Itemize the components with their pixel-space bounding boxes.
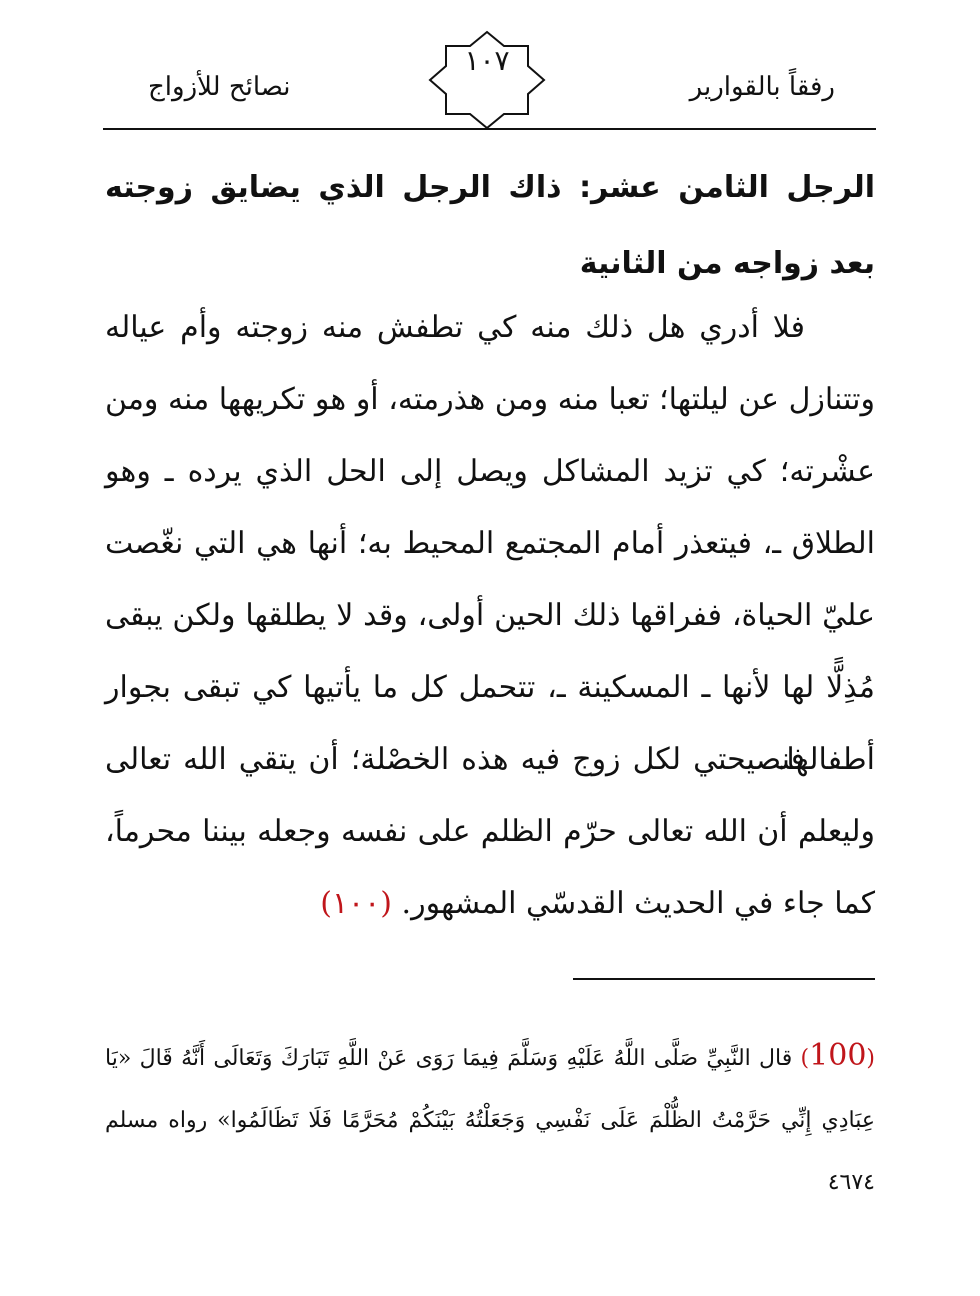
footnote-divider: [573, 978, 875, 980]
section-heading: الرجل الثامن عشر: ذاك الرجل الذي يضايق زوجته بعد زواجه من الثانية: [105, 170, 875, 281]
running-header-chapter-title: نصائح للأزواج: [148, 72, 291, 102]
header-divider: [103, 128, 876, 130]
footnote-bracket-close: ): [800, 1046, 810, 1071]
footnote-bracket-open: (: [866, 1046, 875, 1071]
footnote: [105, 1025, 875, 1214]
footnote-hadith-quote: «يَا عِبَادِي إِنِّي حَرَّمْتُ الظُّلْمَ عَلَى نَفْسِي وَجَعَلْتُهُ بَيْنَكُمْ مُحَرَّمًا فَلَا تَظَالَمُوا»: [105, 1046, 875, 1133]
footnote-source: رواه مسلم ٤٦٧٤: [105, 1108, 875, 1195]
running-header-book-title: رفقاً بالقوارير: [689, 72, 835, 102]
paragraph-2-text: فنصيحتي لكل زوج فيه هذه الخصْلة؛ أن يتقي الله تعالى وليعلم أن الله تعالى حرّم الظلم على نفسه وجعله بيننا محرماً، كما جاء في الحديث القدسّي المشهور.: [105, 742, 875, 921]
paragraph-2: [105, 724, 875, 940]
paragraph-1: [105, 292, 875, 796]
footnote-number: 100: [809, 1038, 867, 1073]
paragraph-1-text: فلا أدري هل ذلك منه كي تطفش منه زوجته وأم عياله وتتنازل عن ليلتها؛ تعبا منه ومن هذرمته، أو هو تكريهها منه ومن عشْرته؛ كي تزيد المشاكل ويصل إلى الحل الذي يرده ـ وهو الطلاق ـ، فيتعذر أمام المجتمع المحيط به؛ أنها هي التي نغّصت عليّ الحياة، ففراقها ذلك الحين أولى، وقد لا يطلقها ولكن يبقى مُذِلًّا لها لأنها ـ المسكينة ـ، تتحمل كل ما يأتيها كي تبقى بجوار أطفالها.: [105, 310, 875, 777]
page-number: ١٠٧: [464, 44, 510, 77]
footnote-text: قال النَّبِيِّ صَلَّى اللَّهُ عَلَيْهِ وَسَلَّمَ فِيمَا رَوَى عَنْ اللَّهِ تَبَارَكَ وَتَعَالَى أَنَّهُ قَالَ: [139, 1046, 793, 1071]
footnote-reference[interactable]: (١٠٠): [320, 886, 392, 921]
